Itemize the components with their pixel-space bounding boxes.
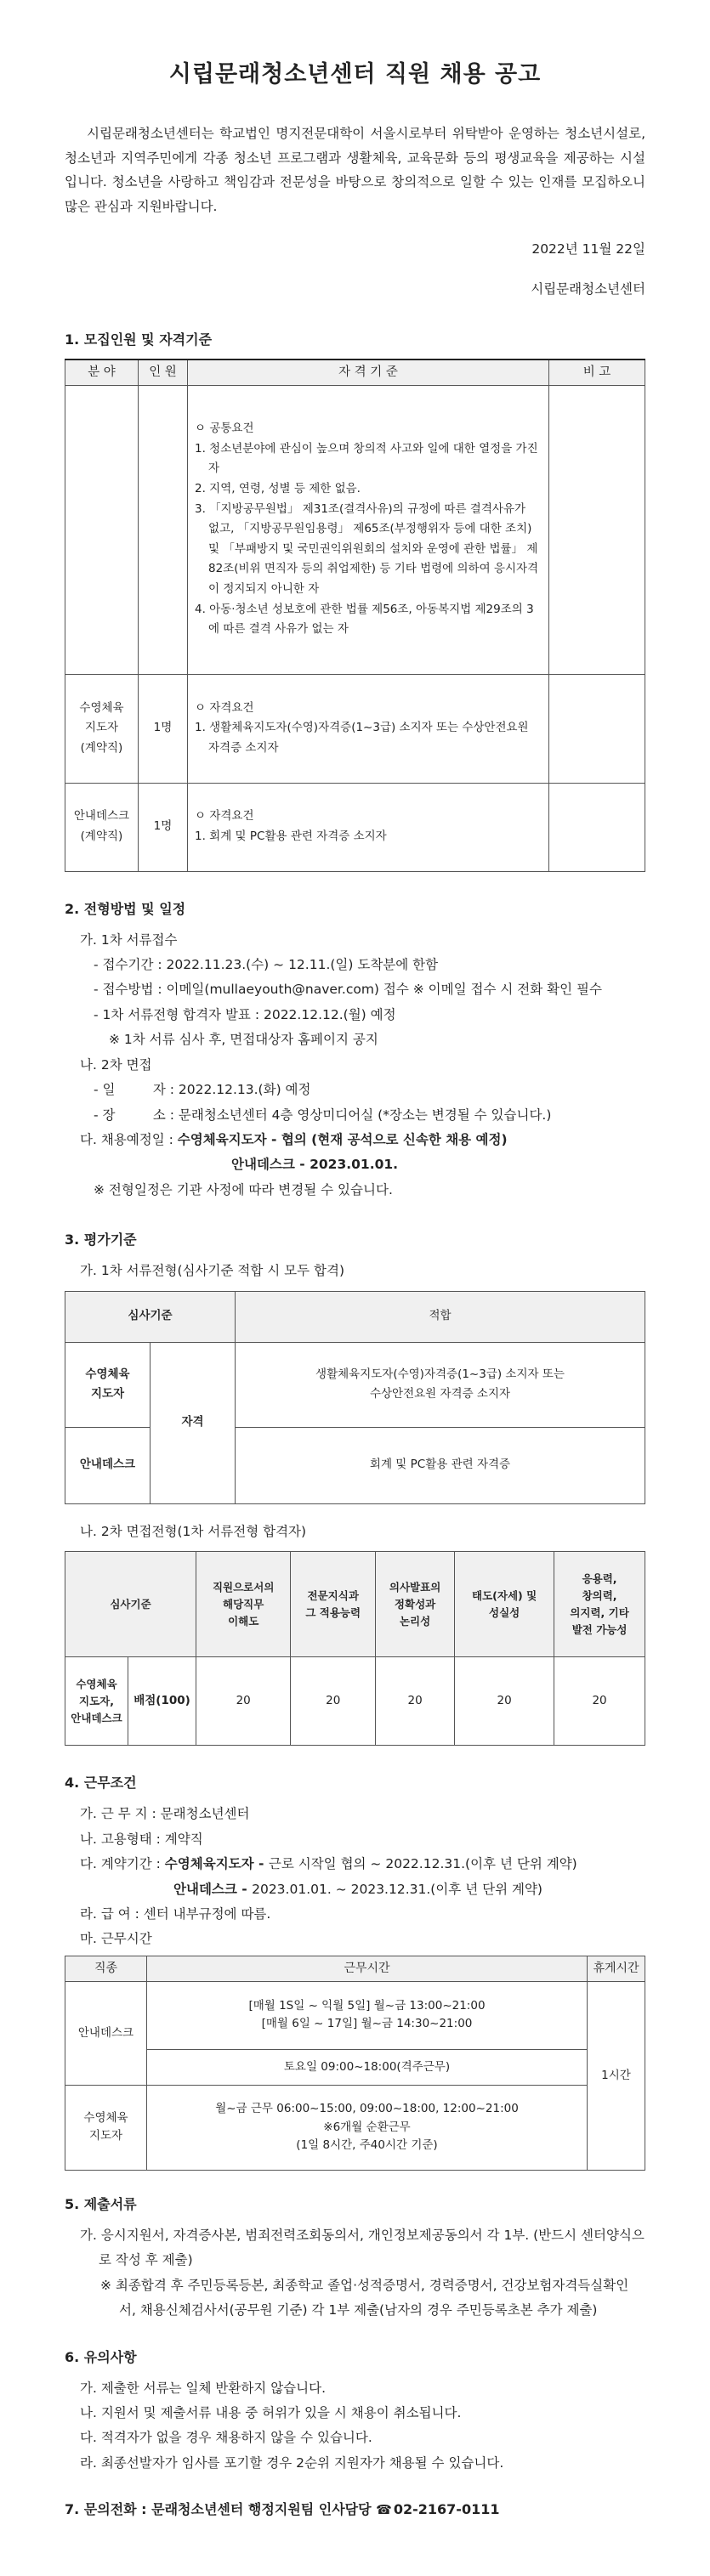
notice-item: 가. 제출한 서류는 일체 반환하지 않습니다.: [80, 2380, 327, 2396]
announcement-date: 2022년 11월 22일: [531, 241, 645, 257]
qualification-cell: [188, 674, 549, 783]
header-attitude: 태도(자세) 및 성실성: [455, 1552, 554, 1657]
table-row: [65, 783, 645, 871]
table-row: [65, 1342, 645, 1427]
table-row: [65, 385, 645, 674]
schedule-item: 가. 1차 서류접수: [80, 931, 178, 948]
notice-item: 나. 지원서 및 제출서류 내용 중 허위가 있을 시 채용이 취소됩니다.: [80, 2405, 462, 2421]
field-cell: 수영체육 지도자, 안내데스크: [65, 1657, 128, 1746]
score-cell: 20: [554, 1657, 645, 1746]
header-potential: 응용력, 창의력, 의지력, 기타 발전 가능성: [554, 1552, 645, 1657]
contact-phone[interactable]: 02-2167-0111: [393, 2501, 500, 2518]
hire-date-swim: 수영체육지도자 - 협의 (현재 공석으로 신속한 채용 예정): [177, 1132, 508, 1148]
score-label: 배점(100): [128, 1657, 196, 1746]
job-cell: 수영체육 지도자: [65, 2085, 147, 2170]
schedule-item: 나. 2차 면접: [80, 1056, 152, 1073]
condition-item: 가. 근 무 지 : 문래청소년센터: [80, 1806, 250, 1822]
condition-item: [65, 1877, 645, 1902]
table-header-row: [65, 360, 645, 385]
section-4-heading: 4. 근무조건: [65, 1775, 137, 1792]
page-title: 시립문래청소년센터 직원 채용 공고: [168, 61, 542, 88]
break-cell: 1시간: [588, 1981, 645, 2170]
qualification-cell: [188, 783, 549, 871]
table-row: [65, 2085, 645, 2170]
field-cell: 수영체육 지도자: [65, 1342, 151, 1427]
list-item: 1. 생활체육지도자(수영)자격증(1~3급) 소지자 또는 수상안전요원 자격증 소지자: [195, 721, 529, 755]
schedule-detail: - 1차 서류전형 합격자 발표 : 2022.12.12.(월) 예정: [94, 1006, 396, 1022]
condition-item: 나. 고용형태 : 계약직: [80, 1831, 203, 1847]
condition-item: 마. 근무시간: [80, 1931, 152, 1947]
work-hours-table: [65, 1956, 645, 2171]
contract-swim-label: 수영체육지도자 -: [164, 1856, 269, 1872]
qualification-table: [65, 359, 645, 872]
table-header-row: [65, 1291, 645, 1342]
contact-label: 7. 문의전화 : 문래청소년센터 행정지원팀 인사담당: [65, 2501, 372, 2518]
schedule-detail: - 접수기간 : 2022.11.23.(수) ~ 12.11.(일) 도착분에 한함: [94, 956, 439, 972]
req-title: ㅇ 자격요건: [195, 700, 254, 715]
schedule-detail: - 접수방법 : 이메일(mullaeyouth@naver.com) 접수 ※ 이메일 접수 시 전화 확인 필수: [94, 982, 602, 998]
req-title: ㅇ 자격요건: [195, 809, 254, 824]
count-cell: 1명: [139, 783, 188, 871]
contract-label: 다. 계약기간 :: [80, 1856, 165, 1872]
header-expertise: 전문지식과 그 적용능력: [291, 1552, 376, 1657]
schedule-detail: - 장 소 : 문래청소년센터 4층 영상미디어실 (*장소는 변경될 수 있습니다.): [94, 1107, 552, 1123]
header-field: 분 야: [65, 360, 139, 385]
organization-name: 시립문래청소년센터: [531, 280, 645, 297]
section-3-heading: 3. 평가기준: [65, 1231, 137, 1248]
list-item: 1. 청소년분야에 관심이 높으며 창의적 사고와 일에 대한 열정을 가진 자: [195, 441, 538, 476]
list-item: 4. 아동·청소년 성보호에 관한 법률 제56조, 아동복지법 제29조의 3에 따른 결격 사유가 없는 자: [195, 602, 534, 637]
contract-swim-period: 근로 시작일 협의 ~ 2022.12.31.(이후 년 단위 계약): [268, 1856, 577, 1872]
header-count: 인 원: [139, 360, 188, 385]
common-title: ㅇ 공통요건: [195, 422, 254, 436]
condition-item: 라. 급 여 : 센터 내부규정에 따름.: [80, 1905, 271, 1922]
hours-cell: [매월 1S일 ~ 익월 5일] 월~금 13:00~21:00 [매월 6일 ~ 17일] 월~금 14:30~21:00: [147, 1981, 588, 2049]
contract-desk-period: 2023.01.01. ~ 2023.12.31.(이후 년 단위 계약): [252, 1881, 542, 1897]
list-item: 1. 회계 및 PC활용 관련 자격증 소지자: [195, 829, 387, 844]
evaluation-item: 나. 2차 면접전형(1차 서류전형 합격자): [80, 1523, 307, 1539]
score-cell: 20: [376, 1657, 455, 1746]
criteria-cell: 회계 및 PC활용 관련 자격증: [236, 1427, 645, 1503]
section-1-heading: 1. 모집인원 및 자격기준: [65, 331, 213, 348]
phone-icon: ☎: [376, 2502, 392, 2518]
section-5-heading: 5. 제출서류: [65, 2195, 137, 2212]
hours-cell: 월~금 근무 06:00~15:00, 09:00~18:00, 12:00~21:00 ※6개월 순환근무 (1일 8시간, 주40시간 기준): [147, 2085, 588, 2170]
hire-date-label: 다. 채용예정일 :: [80, 1132, 178, 1148]
header-job-understanding: 직원으로서의 해당직무 이해도: [196, 1552, 291, 1657]
schedule-item: [65, 1128, 645, 1152]
criteria-cell: 생활체육지도자(수영)자격증(1~3급) 소지자 또는 수상안전요원 자격증 소지자: [236, 1342, 645, 1427]
document-screening-table: [65, 1291, 645, 1504]
header-break: 휴게시간: [588, 1956, 645, 1981]
count-cell: 1명: [139, 674, 188, 783]
header-criteria: 심사기준: [65, 1291, 236, 1342]
header-presentation: 의사발표의 정확성과 논리성: [376, 1552, 455, 1657]
table-header-row: [65, 1552, 645, 1657]
section-6-heading: 6. 유의사항: [65, 2348, 137, 2365]
document-note: ※ 최종합격 후 주민등록등본, 최종학교 졸업·성적증명서, 경력증명서, 건강보험자격득실확인서, 채용신체검사서(공무원 기준) 각 1부 제출(남자의 경우 주민등록초본 추가 제출): [100, 2277, 629, 2318]
header-fit: 적합: [236, 1291, 645, 1342]
condition-item: [65, 1852, 645, 1877]
field-cell: 수영체육 지도자 (계약직): [65, 674, 139, 783]
schedule-note: ※ 1차 서류 심사 후, 면접대상자 홈페이지 공지: [109, 1032, 378, 1048]
notice-item: 라. 최종선발자가 임사를 포기할 경우 2순위 지원자가 채용될 수 있습니다.: [80, 2454, 504, 2471]
notice-item: 다. 적격자가 없을 경우 채용하지 않을 수 있습니다.: [80, 2430, 372, 2446]
schedule-note: ※ 전형일정은 기관 사정에 따라 변경될 수 있습니다.: [94, 1181, 393, 1197]
category-cell: 자격: [151, 1342, 236, 1503]
contact-line: [65, 2498, 645, 2522]
header-criteria: 심사기준: [65, 1552, 196, 1657]
field-cell: 안내데스크: [65, 1427, 151, 1503]
job-cell: 안내데스크: [65, 1981, 147, 2085]
score-cell: 20: [291, 1657, 376, 1746]
header-note: 비 고: [549, 360, 645, 385]
hire-date-desk: 안내데스크 - 2023.01.01.: [231, 1157, 399, 1173]
intro: [65, 122, 645, 219]
common-requirements: [188, 385, 549, 674]
document-item: 가. 응시지원서, 자격증사본, 범죄전력조회동의서, 개인정보제공동의서 각 1부. (반드시 센터양식으로 작성 후 제출): [80, 2227, 645, 2268]
section-2-heading: 2. 전형방법 및 일정: [65, 900, 186, 917]
header-job: 직종: [65, 1956, 147, 1981]
table-row: [65, 2049, 645, 2085]
intro-paragraph: 시립문래청소년센터는 학교법인 명지전문대학이 서울시로부터 위탁받아 운영하는 청소년시설로, 청소년과 지역주민에게 각종 청소년 프로그램과 생활체육, 교육문화 등의 평생교육을 제공하는 시설입니다. 청소년을 사랑하고 책임감과 전문성을 바탕으로 창의적으로 일할 수 있는 인재를 모집하오니 많은 관심과 지원바랍니다.: [65, 126, 645, 215]
table-row: [65, 1657, 645, 1746]
field-cell: 안내데스크 (계약직): [65, 783, 139, 871]
contract-desk-label: 안내데스크 -: [173, 1881, 253, 1897]
evaluation-item: 가. 1차 서류전형(심사기준 적합 시 모두 합격): [80, 1263, 344, 1279]
score-cell: 20: [196, 1657, 291, 1746]
score-cell: 20: [455, 1657, 554, 1746]
table-row: [65, 674, 645, 783]
schedule-detail: - 일 자 : 2022.12.13.(화) 예정: [94, 1082, 311, 1098]
hours-cell: 토요일 09:00~18:00(격주근무): [147, 2049, 588, 2085]
header-hours: 근무시간: [147, 1956, 588, 1981]
table-row: [65, 1981, 645, 2049]
header-qualification: 자 격 기 준: [188, 360, 549, 385]
interview-table: [65, 1551, 645, 1746]
list-item: 3. 「지방공무원법」 제31조(결격사유)의 규정에 따른 결격사유가 없고, 「지방공무원임용령」 제65조(부정행위자 등에 대한 조치) 및 「부패방지 및 국민권익위원회의 설치와 운영에 관한 법률」 제82조(비위 면직자 등의 취업제한) 등 기타 법령에 의하여 응시자격이 정지되지 아니한 자: [195, 501, 539, 597]
table-header-row: [65, 1956, 645, 1981]
list-item: 2. 지역, 연령, 성별 등 제한 없음.: [195, 481, 361, 495]
